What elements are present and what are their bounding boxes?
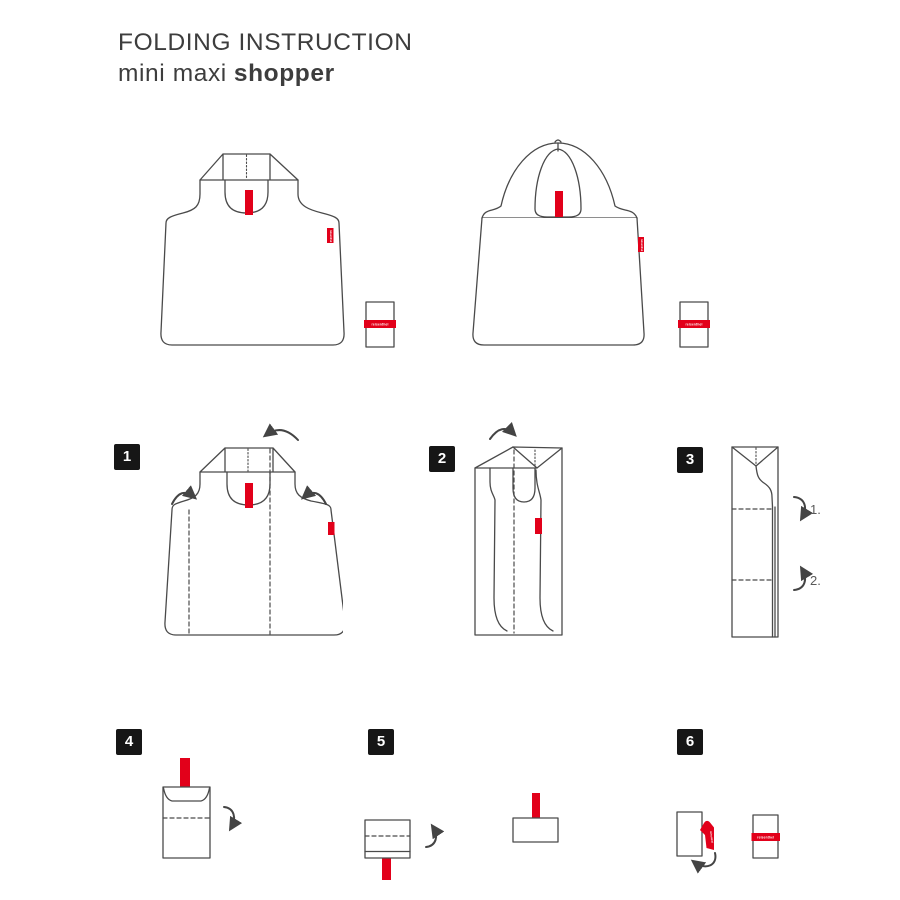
- brand-tag: [327, 228, 334, 243]
- packet-finished: [752, 815, 781, 858]
- title-line2: [118, 58, 413, 89]
- step-3-badge: 3: [677, 447, 703, 473]
- step-1-badge: 1: [114, 444, 140, 470]
- step-5-badge: 5: [368, 729, 394, 755]
- bag-handles-up-figure: [455, 133, 655, 351]
- packet-wrapping: [677, 812, 715, 856]
- packet-after-fold: [513, 793, 558, 842]
- brand-band-label: reisenthel: [371, 322, 389, 327]
- packet-outline: [677, 812, 702, 856]
- fold-arrow-up-icon: [426, 827, 436, 847]
- red-snap-tab: [555, 191, 563, 217]
- red-snap-tab: [245, 483, 253, 508]
- bag-handle-fold-outline: [200, 154, 298, 180]
- fold-order-label-2: 2.: [810, 573, 821, 588]
- step1-fold-sides-figure: [158, 420, 343, 642]
- step6-wrap-band-figure: [670, 790, 790, 880]
- wrap-tab-label: reisenthel: [709, 830, 714, 844]
- page-title: [118, 27, 413, 89]
- brand-band-label: reisenthel: [757, 835, 775, 840]
- fold-arrow-down-icon: [224, 807, 234, 828]
- bag-body-outline: [165, 472, 343, 635]
- step-6-badge: 6: [677, 729, 703, 755]
- step3-narrow-strip-figure: [712, 435, 837, 645]
- step4-packet-figure: [155, 750, 250, 865]
- step2-folded-strip-figure: [465, 420, 580, 645]
- step-4-badge: 4: [116, 729, 142, 755]
- title-product-prefix: mini maxi: [118, 60, 227, 87]
- title-product-bold: shopper: [233, 60, 335, 87]
- brand-tag: [535, 518, 542, 534]
- fold-arrow-down-icon: [794, 497, 805, 518]
- folded-pouch-figure: [676, 294, 716, 354]
- fold-arrow-up-icon: [794, 569, 805, 590]
- bag-flat-figure: [155, 136, 350, 351]
- red-snap-tab: [532, 793, 540, 820]
- fold-order-label-1: 1.: [810, 502, 821, 517]
- packet-outline: [365, 820, 410, 858]
- step5-fold-up-figure: [358, 785, 568, 885]
- brand-tag: [638, 237, 644, 252]
- title-line1: FOLDING INSTRUCTION: [118, 29, 413, 56]
- red-snap-tab: [245, 190, 253, 215]
- brand-band-label: reisenthel: [685, 322, 703, 327]
- svg-text:reisenthel: reisenthel: [640, 239, 643, 252]
- folded-pouch-figure: [362, 294, 402, 354]
- strip-outline: [732, 447, 778, 637]
- fold-arrow-top-icon: [266, 430, 298, 440]
- bag-body-outline: [473, 218, 644, 345]
- packet-outline: [163, 787, 210, 858]
- red-snap-tab: [180, 758, 190, 790]
- svg-text:reisenthel: reisenthel: [329, 230, 332, 243]
- packet-before-fold: [365, 820, 410, 880]
- packet-outline: [513, 818, 558, 842]
- brand-tag: [328, 522, 335, 535]
- strip-outline: [475, 447, 562, 635]
- fold-arrow-top-icon: [490, 429, 514, 439]
- step-2-badge: 2: [429, 446, 455, 472]
